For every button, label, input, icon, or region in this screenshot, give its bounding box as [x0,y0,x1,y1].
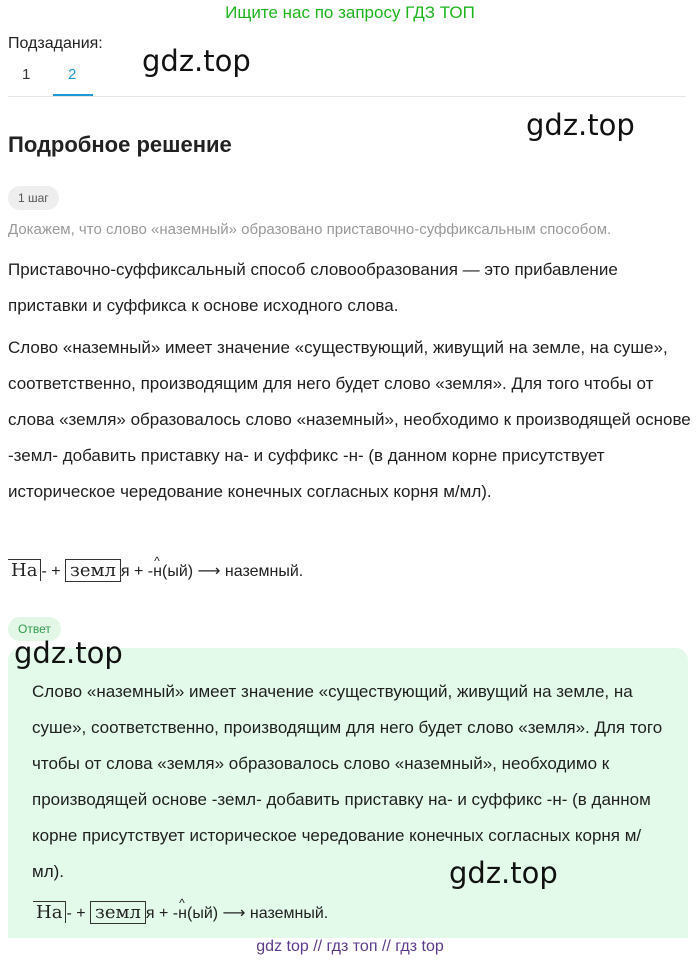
watermark: gdz.top [14,636,123,670]
formula-text: (ый) ⟶ наземный. [161,563,304,580]
prefix-morpheme: На [8,559,41,581]
suffix-morpheme: ^ н [178,905,187,923]
formula-text: я + - [120,563,154,580]
watermark: gdz.top [526,108,635,142]
watermark: gdz.top [449,856,558,890]
formula-text: - + [66,905,90,922]
watermark: gdz.top [142,44,251,78]
subtasks-label: Подзадания: [8,35,103,52]
solution-title: Подробное решение [8,132,232,157]
formula-text: (ый) ⟶ наземный. [186,905,329,922]
answer-text: Слово «наземный» имеет значение «существующий, живущий на земле, на суше», соответственно, производящим для него будет слово «земля». Для того чтобы от слова «земля» образовалось слово «наземный», необходимо к производящей основе -земл- добавить приставку на- и суффикс -н- (в данном корне присутствует историческое чередование конечных согласных корня м/мл). [32,682,663,881]
search-banner: Ищите нас по запросу ГДЗ ТОП [225,3,475,22]
morpheme-formula [8,560,303,581]
footer-links[interactable]: gdz top // гдз топ // гдз top [256,938,444,955]
step-description: Докажем, что слово «наземный» образовано приставочно-суффиксальным способом. [8,221,612,238]
solution-paragraph: Слово «наземный» имеет значение «существующий, живущий на земле, на суше», соответственно, производящим для него будет слово «земля». Для того чтобы от слова «земля» образовалось слово «наземный», необходимо к производящей основе -земл- добавить приставку на- и суффикс -н- (в данном корне присутствует историческое чередование конечных согласных корня м/мл). [8,338,691,501]
answer-badge: Ответ [8,617,61,641]
suffix-morpheme: ^ н [153,563,162,581]
subtask-tab-1[interactable]: 1 [22,66,31,83]
formula-text: я + - [145,905,179,922]
root-morpheme: земл [65,559,121,582]
solution-paragraph: Приставочно-суффиксальный способ словообразования — это прибавление приставки и суффикса к основе исходного слова. [8,260,618,315]
formula-text: - + [41,563,65,580]
tabs-divider [8,96,686,97]
answer-morpheme-formula [33,902,328,923]
step-badge: 1 шаг [8,186,59,210]
prefix-morpheme: На [33,901,66,923]
root-morpheme: земл [90,901,146,924]
subtask-tab-2[interactable]: 2 [68,66,77,83]
